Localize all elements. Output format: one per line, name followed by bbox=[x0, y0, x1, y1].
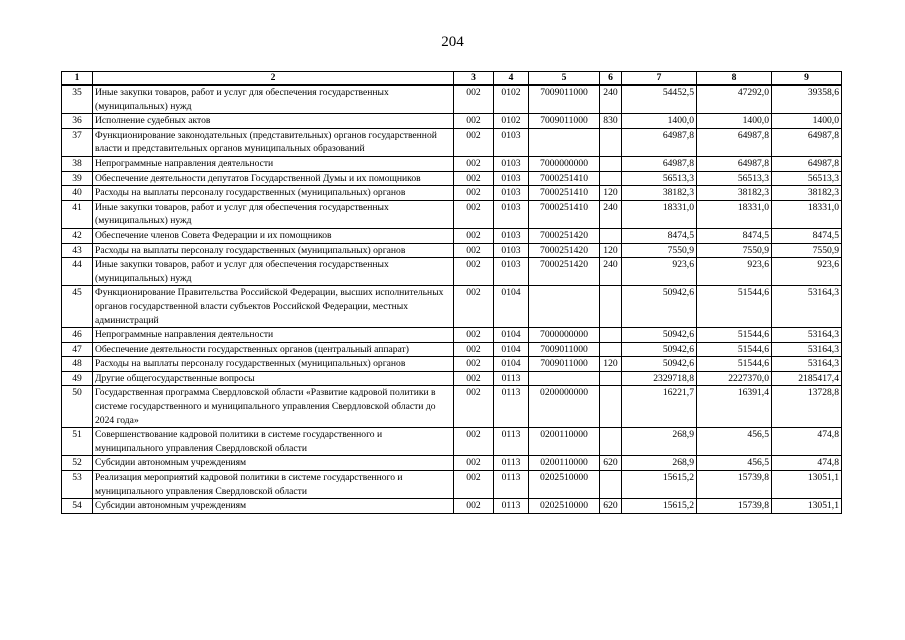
amount-year3-cell: 56513,3 bbox=[772, 171, 842, 186]
header-cell-5: 5 bbox=[529, 72, 600, 86]
amount-year2-cell: 64987,8 bbox=[697, 156, 772, 171]
target-code-cell: 7000251420 bbox=[529, 243, 600, 258]
row-number-cell: 52 bbox=[62, 456, 93, 471]
section-code-cell: 0102 bbox=[494, 85, 529, 114]
target-code-cell bbox=[529, 286, 600, 328]
target-code-cell: 7000000000 bbox=[529, 156, 600, 171]
row-name-cell: Функционирование законодательных (представительных) органов государственной власти и представительных органов муниципальных образований bbox=[93, 128, 454, 156]
row-number-cell: 38 bbox=[62, 156, 93, 171]
section-code-cell: 0104 bbox=[494, 328, 529, 343]
ministry-code-cell: 002 bbox=[454, 499, 494, 514]
row-number-cell: 47 bbox=[62, 342, 93, 357]
table-row bbox=[62, 243, 842, 258]
amount-year2-cell: 47292,0 bbox=[697, 85, 772, 114]
section-code-cell: 0104 bbox=[494, 357, 529, 372]
row-number-cell: 37 bbox=[62, 128, 93, 156]
table-row bbox=[62, 371, 842, 386]
ministry-code-cell: 002 bbox=[454, 258, 494, 286]
row-name-cell: Совершенствование кадровой политики в системе государственного и муниципального управления Свердловской области bbox=[93, 428, 454, 456]
amount-year3-cell: 53164,3 bbox=[772, 342, 842, 357]
amount-year2-cell: 456,5 bbox=[697, 456, 772, 471]
row-name-cell: Иные закупки товаров, работ и услуг для обеспечения государственных (муниципальных) нужд bbox=[93, 200, 454, 228]
section-code-cell: 0113 bbox=[494, 371, 529, 386]
row-number-cell: 44 bbox=[62, 258, 93, 286]
amount-year2-cell: 51544,6 bbox=[697, 342, 772, 357]
row-name-cell: Обеспечение членов Совета Федерации и их помощников bbox=[93, 228, 454, 243]
expense-type-cell: 240 bbox=[600, 258, 622, 286]
table-row bbox=[62, 200, 842, 228]
page-number: 204 bbox=[441, 34, 464, 50]
amount-year3-cell: 474,8 bbox=[772, 456, 842, 471]
amount-year3-cell: 8474,5 bbox=[772, 228, 842, 243]
row-number-cell: 50 bbox=[62, 386, 93, 428]
header-cell-7: 7 bbox=[622, 72, 697, 86]
amount-year3-cell: 53164,3 bbox=[772, 357, 842, 372]
row-name-cell: Расходы на выплаты персоналу государственных (муниципальных) органов bbox=[93, 186, 454, 201]
amount-year1-cell: 56513,3 bbox=[622, 171, 697, 186]
section-code-cell: 0103 bbox=[494, 171, 529, 186]
amount-year2-cell: 56513,3 bbox=[697, 171, 772, 186]
expense-type-cell: 240 bbox=[600, 200, 622, 228]
ministry-code-cell: 002 bbox=[454, 243, 494, 258]
amount-year3-cell: 1400,0 bbox=[772, 114, 842, 129]
amount-year2-cell: 18331,0 bbox=[697, 200, 772, 228]
amount-year2-cell: 51544,6 bbox=[697, 328, 772, 343]
header-cell-1: 1 bbox=[62, 72, 93, 86]
amount-year3-cell: 13728,8 bbox=[772, 386, 842, 428]
target-code-cell bbox=[529, 128, 600, 156]
expense-type-cell: 620 bbox=[600, 456, 622, 471]
expense-type-cell bbox=[600, 428, 622, 456]
row-name-cell: Непрограммные направления деятельности bbox=[93, 328, 454, 343]
table-row bbox=[62, 428, 842, 456]
row-number-cell: 40 bbox=[62, 186, 93, 201]
section-code-cell: 0104 bbox=[494, 286, 529, 328]
target-code-cell: 7000251420 bbox=[529, 258, 600, 286]
amount-year3-cell: 18331,0 bbox=[772, 200, 842, 228]
amount-year1-cell: 54452,5 bbox=[622, 85, 697, 114]
table-row bbox=[62, 258, 842, 286]
header-cell-4: 4 bbox=[494, 72, 529, 86]
amount-year1-cell: 15615,2 bbox=[622, 471, 697, 499]
ministry-code-cell: 002 bbox=[454, 386, 494, 428]
expense-type-cell: 830 bbox=[600, 114, 622, 129]
row-name-cell: Реализация мероприятий кадровой политики в системе государственного и муниципального управления Свердловской области bbox=[93, 471, 454, 499]
row-name-cell: Субсидии автономным учреждениям bbox=[93, 499, 454, 514]
row-name-cell: Обеспечение деятельности государственных органов (центральный аппарат) bbox=[93, 342, 454, 357]
target-code-cell: 7009011000 bbox=[529, 114, 600, 129]
ministry-code-cell: 002 bbox=[454, 428, 494, 456]
target-code-cell: 0200110000 bbox=[529, 456, 600, 471]
row-number-cell: 39 bbox=[62, 171, 93, 186]
row-number-cell: 43 bbox=[62, 243, 93, 258]
amount-year3-cell: 53164,3 bbox=[772, 286, 842, 328]
amount-year1-cell: 18331,0 bbox=[622, 200, 697, 228]
section-code-cell: 0113 bbox=[494, 471, 529, 499]
header-cell-9: 9 bbox=[772, 72, 842, 86]
amount-year1-cell: 8474,5 bbox=[622, 228, 697, 243]
section-code-cell: 0103 bbox=[494, 200, 529, 228]
ministry-code-cell: 002 bbox=[454, 342, 494, 357]
amount-year3-cell: 64987,8 bbox=[772, 156, 842, 171]
table-row bbox=[62, 156, 842, 171]
expense-type-cell: 620 bbox=[600, 499, 622, 514]
row-name-cell: Непрограммные направления деятельности bbox=[93, 156, 454, 171]
row-name-cell: Обеспечение деятельности депутатов Государственной Думы и их помощников bbox=[93, 171, 454, 186]
ministry-code-cell: 002 bbox=[454, 171, 494, 186]
amount-year3-cell: 2185417,4 bbox=[772, 371, 842, 386]
ministry-code-cell: 002 bbox=[454, 200, 494, 228]
section-code-cell: 0113 bbox=[494, 386, 529, 428]
table-body bbox=[62, 85, 842, 513]
header-cell-6: 6 bbox=[600, 72, 622, 86]
section-code-cell: 0113 bbox=[494, 428, 529, 456]
expense-type-cell bbox=[600, 342, 622, 357]
header-cell-3: 3 bbox=[454, 72, 494, 86]
expense-type-cell bbox=[600, 328, 622, 343]
amount-year1-cell: 923,6 bbox=[622, 258, 697, 286]
amount-year1-cell: 268,9 bbox=[622, 456, 697, 471]
row-number-cell: 53 bbox=[62, 471, 93, 499]
row-name-cell: Исполнение судебных актов bbox=[93, 114, 454, 129]
ministry-code-cell: 002 bbox=[454, 471, 494, 499]
section-code-cell: 0102 bbox=[494, 114, 529, 129]
table-row bbox=[62, 328, 842, 343]
target-code-cell: 7000251410 bbox=[529, 200, 600, 228]
header-cell-8: 8 bbox=[697, 72, 772, 86]
row-name-cell: Иные закупки товаров, работ и услуг для обеспечения государственных (муниципальных) нужд bbox=[93, 258, 454, 286]
amount-year1-cell: 50942,6 bbox=[622, 357, 697, 372]
amount-year1-cell: 64987,8 bbox=[622, 156, 697, 171]
target-code-cell: 7000000000 bbox=[529, 328, 600, 343]
row-name-cell: Расходы на выплаты персоналу государственных (муниципальных) органов bbox=[93, 357, 454, 372]
table-header-row bbox=[62, 72, 842, 86]
section-code-cell: 0113 bbox=[494, 456, 529, 471]
row-number-cell: 48 bbox=[62, 357, 93, 372]
ministry-code-cell: 002 bbox=[454, 371, 494, 386]
budget-table bbox=[61, 71, 842, 514]
target-code-cell: 0202510000 bbox=[529, 471, 600, 499]
amount-year3-cell: 474,8 bbox=[772, 428, 842, 456]
amount-year1-cell: 50942,6 bbox=[622, 328, 697, 343]
target-code-cell: 7009011000 bbox=[529, 342, 600, 357]
row-name-cell: Субсидии автономным учреждениям bbox=[93, 456, 454, 471]
amount-year2-cell: 16391,4 bbox=[697, 386, 772, 428]
target-code-cell: 7000251410 bbox=[529, 171, 600, 186]
section-code-cell: 0103 bbox=[494, 243, 529, 258]
ministry-code-cell: 002 bbox=[454, 456, 494, 471]
table-row bbox=[62, 386, 842, 428]
amount-year2-cell: 51544,6 bbox=[697, 357, 772, 372]
amount-year2-cell: 2227370,0 bbox=[697, 371, 772, 386]
ministry-code-cell: 002 bbox=[454, 286, 494, 328]
expense-type-cell bbox=[600, 386, 622, 428]
amount-year3-cell: 13051,1 bbox=[772, 499, 842, 514]
table-row bbox=[62, 186, 842, 201]
section-code-cell: 0103 bbox=[494, 258, 529, 286]
expense-type-cell: 240 bbox=[600, 85, 622, 114]
row-name-cell: Функционирование Правительства Российской Федерации, высших исполнительных органов государственной власти субъектов Российской Федерации, местных администраций bbox=[93, 286, 454, 328]
row-number-cell: 54 bbox=[62, 499, 93, 514]
amount-year1-cell: 15615,2 bbox=[622, 499, 697, 514]
section-code-cell: 0103 bbox=[494, 186, 529, 201]
section-code-cell: 0113 bbox=[494, 499, 529, 514]
ministry-code-cell: 002 bbox=[454, 228, 494, 243]
amount-year1-cell: 50942,6 bbox=[622, 342, 697, 357]
table-row bbox=[62, 114, 842, 129]
table-row bbox=[62, 171, 842, 186]
expense-type-cell bbox=[600, 156, 622, 171]
amount-year1-cell: 38182,3 bbox=[622, 186, 697, 201]
ministry-code-cell: 002 bbox=[454, 128, 494, 156]
section-code-cell: 0104 bbox=[494, 342, 529, 357]
table-row bbox=[62, 128, 842, 156]
amount-year3-cell: 7550,9 bbox=[772, 243, 842, 258]
ministry-code-cell: 002 bbox=[454, 328, 494, 343]
table-row bbox=[62, 456, 842, 471]
ministry-code-cell: 002 bbox=[454, 85, 494, 114]
amount-year3-cell: 38182,3 bbox=[772, 186, 842, 201]
row-name-cell: Расходы на выплаты персоналу государственных (муниципальных) органов bbox=[93, 243, 454, 258]
table-row bbox=[62, 471, 842, 499]
expense-type-cell: 120 bbox=[600, 357, 622, 372]
table-row bbox=[62, 499, 842, 514]
row-number-cell: 36 bbox=[62, 114, 93, 129]
amount-year2-cell: 1400,0 bbox=[697, 114, 772, 129]
target-code-cell bbox=[529, 371, 600, 386]
target-code-cell: 7000251410 bbox=[529, 186, 600, 201]
amount-year2-cell: 923,6 bbox=[697, 258, 772, 286]
expense-type-cell bbox=[600, 128, 622, 156]
row-name-cell: Другие общегосударственные вопросы bbox=[93, 371, 454, 386]
table-row bbox=[62, 286, 842, 328]
target-code-cell: 0202510000 bbox=[529, 499, 600, 514]
ministry-code-cell: 002 bbox=[454, 114, 494, 129]
expense-type-cell bbox=[600, 471, 622, 499]
row-number-cell: 41 bbox=[62, 200, 93, 228]
row-number-cell: 51 bbox=[62, 428, 93, 456]
amount-year1-cell: 64987,8 bbox=[622, 128, 697, 156]
expense-type-cell bbox=[600, 286, 622, 328]
row-number-cell: 46 bbox=[62, 328, 93, 343]
amount-year1-cell: 268,9 bbox=[622, 428, 697, 456]
expense-type-cell bbox=[600, 371, 622, 386]
table-row bbox=[62, 342, 842, 357]
table-row bbox=[62, 85, 842, 114]
amount-year2-cell: 7550,9 bbox=[697, 243, 772, 258]
target-code-cell: 7009011000 bbox=[529, 357, 600, 372]
section-code-cell: 0103 bbox=[494, 228, 529, 243]
amount-year1-cell: 7550,9 bbox=[622, 243, 697, 258]
section-code-cell: 0103 bbox=[494, 128, 529, 156]
expense-type-cell bbox=[600, 228, 622, 243]
amount-year2-cell: 8474,5 bbox=[697, 228, 772, 243]
amount-year3-cell: 39358,6 bbox=[772, 85, 842, 114]
row-number-cell: 49 bbox=[62, 371, 93, 386]
amount-year2-cell: 456,5 bbox=[697, 428, 772, 456]
amount-year1-cell: 50942,6 bbox=[622, 286, 697, 328]
amount-year2-cell: 15739,8 bbox=[697, 499, 772, 514]
ministry-code-cell: 002 bbox=[454, 357, 494, 372]
amount-year3-cell: 13051,1 bbox=[772, 471, 842, 499]
expense-type-cell bbox=[600, 171, 622, 186]
amount-year3-cell: 64987,8 bbox=[772, 128, 842, 156]
header-cell-2: 2 bbox=[93, 72, 454, 86]
target-code-cell: 7000251420 bbox=[529, 228, 600, 243]
amount-year3-cell: 53164,3 bbox=[772, 328, 842, 343]
ministry-code-cell: 002 bbox=[454, 186, 494, 201]
amount-year1-cell: 16221,7 bbox=[622, 386, 697, 428]
amount-year2-cell: 64987,8 bbox=[697, 128, 772, 156]
target-code-cell: 0200110000 bbox=[529, 428, 600, 456]
amount-year2-cell: 51544,6 bbox=[697, 286, 772, 328]
table-row bbox=[62, 228, 842, 243]
target-code-cell: 0200000000 bbox=[529, 386, 600, 428]
amount-year1-cell: 1400,0 bbox=[622, 114, 697, 129]
amount-year1-cell: 2329718,8 bbox=[622, 371, 697, 386]
amount-year3-cell: 923,6 bbox=[772, 258, 842, 286]
table-row bbox=[62, 357, 842, 372]
section-code-cell: 0103 bbox=[494, 156, 529, 171]
row-number-cell: 35 bbox=[62, 85, 93, 114]
expense-type-cell: 120 bbox=[600, 186, 622, 201]
row-name-cell: Иные закупки товаров, работ и услуг для обеспечения государственных (муниципальных) нужд bbox=[93, 85, 454, 114]
ministry-code-cell: 002 bbox=[454, 156, 494, 171]
target-code-cell: 7009011000 bbox=[529, 85, 600, 114]
amount-year2-cell: 15739,8 bbox=[697, 471, 772, 499]
row-number-cell: 45 bbox=[62, 286, 93, 328]
row-name-cell: Государственная программа Свердловской области «Развитие кадровой политики в системе государственного и муниципального управления Свердловской области до 2024 года» bbox=[93, 386, 454, 428]
expense-type-cell: 120 bbox=[600, 243, 622, 258]
row-number-cell: 42 bbox=[62, 228, 93, 243]
amount-year2-cell: 38182,3 bbox=[697, 186, 772, 201]
